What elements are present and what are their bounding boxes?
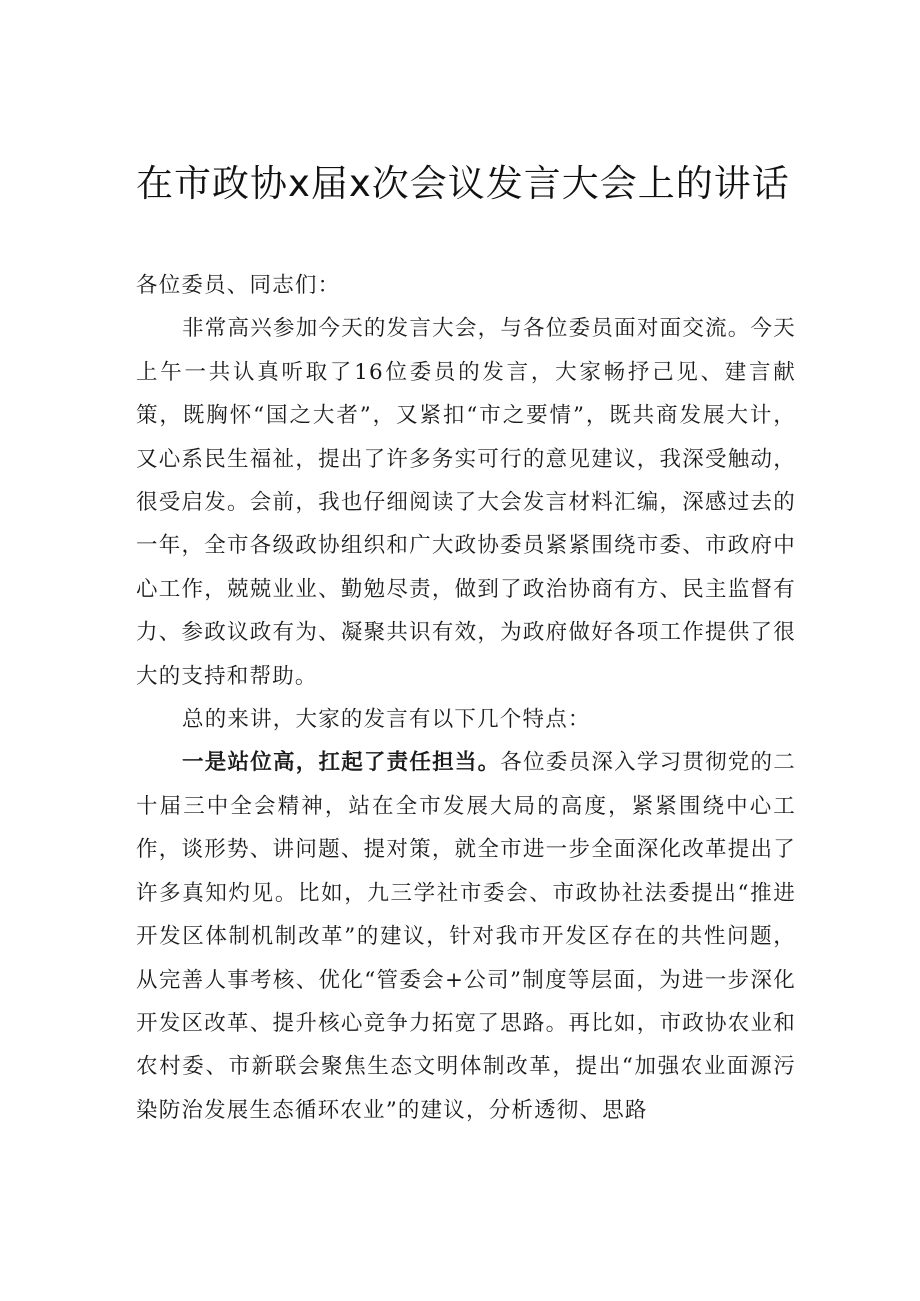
- document-body: [136, 264, 796, 1132]
- paragraph-summary: 总的来讲，大家的发言有以下几个特点：: [182, 707, 591, 733]
- document-title: 在市政协x届x次会议发言大会上的讲话: [136, 162, 790, 205]
- paragraph-point-one: [136, 741, 796, 1132]
- paragraph-opening: 非常高兴参加今天的发言大会，与各位委员面对面交流。今天上午一共认真听取了16位委员的发言，大家畅抒己见、建言献策，既胸怀“国之大者”，又紧扣“市之要情”，既共商发展大计，又心系民生福祉，提出了许多务实可行的意见建议，我深受触动，很受启发。会前，我也仔细阅读了大会发言材料汇编，深感过去的一年，全市各级政协组织和广大政协委员紧紧围绕市委、市政府中心工作，兢兢业业、勤勉尽责，做到了政治协商有方、民主监督有力、参政议政有为、凝聚共识有效，为政府做好各项工作提供了很大的支持和帮助。: [136, 316, 796, 689]
- point-one-text: 各位委员深入学习贯彻党的二十届三中全会精神，站在全市发展大局的高度，紧紧围绕中心工作，谈形势、讲问题、提对策，就全市进一步全面深化改革提出了许多真知灼见。比如，九三学社市委会、市政协社法委提出“推进开发区体制机制改革”的建议，针对我市开发区存在的共性问题，从完善人事考核、优化“管委会+公司”制度等层面，为进一步深化开发区改革、提升核心竞争力拓宽了思路。再比如，市政协农业和农村委、市新联会聚焦生态文明体制改革，提出“加强农业面源污染防治发展生态循环农业”的建议，分析透彻、思路: [136, 750, 796, 1123]
- salutation: 各位委员、同志们：: [136, 273, 341, 298]
- point-one-heading: 一是站位高，扛起了责任担当。: [182, 750, 501, 776]
